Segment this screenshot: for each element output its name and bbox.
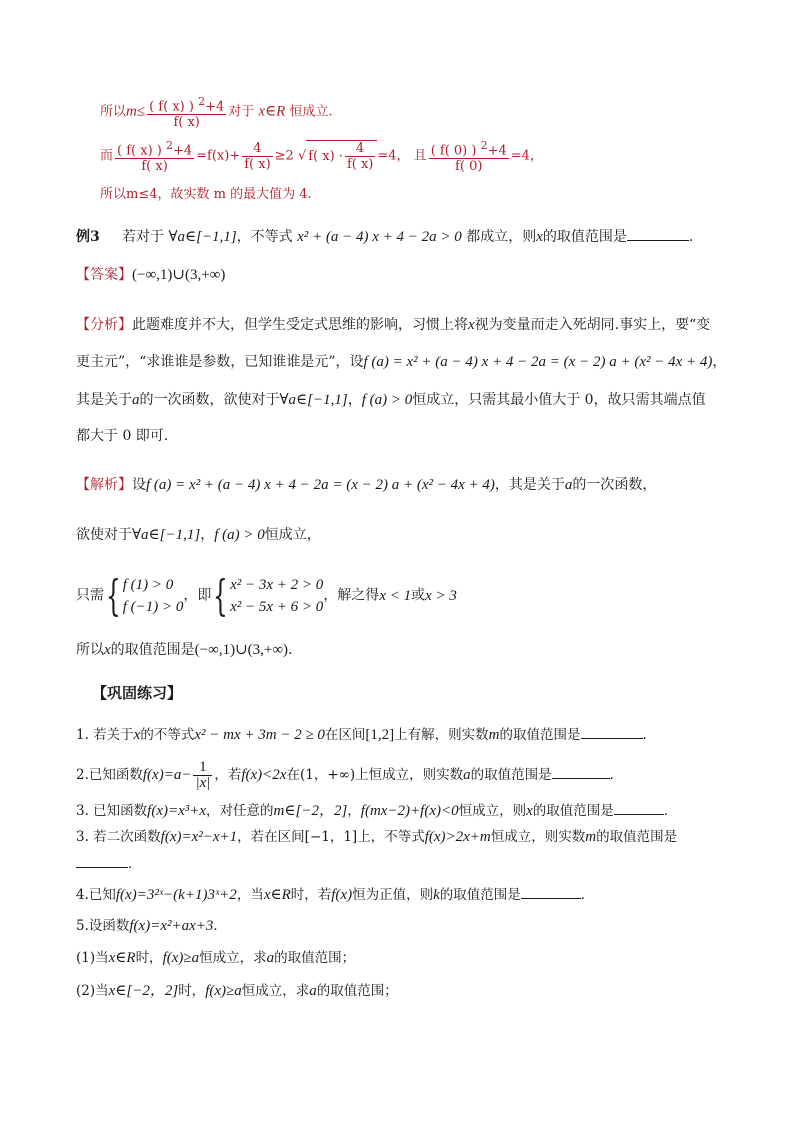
text: f (−1) > 0 (122, 599, 184, 615)
answer-blank (76, 853, 128, 868)
math: x (536, 229, 543, 245)
math: x > 3 (425, 588, 457, 604)
math: a (463, 767, 471, 783)
text: 都大于 0 即可. (76, 428, 169, 444)
math: x (526, 803, 533, 819)
math: (−∞,1)∪(3,+∞) (194, 642, 289, 658)
math: x < 1 (379, 588, 412, 604)
fraction (115, 138, 194, 174)
math: m (488, 727, 500, 743)
text: ( f( 0) ) (430, 143, 481, 159)
math: f (a) > 0 (214, 527, 265, 543)
text: 的取值范围是 (596, 829, 678, 845)
text: 恒成立，则 (458, 803, 527, 819)
text: ( f( x) ) (149, 99, 199, 115)
text: 的一次函数，欲使对于 (139, 392, 280, 408)
text: . (288, 642, 293, 658)
math: f(x)≥a (162, 950, 200, 966)
text: 在(1，+∞)上恒成立，则实数 (286, 767, 464, 783)
text: 欲使对于 (76, 527, 132, 543)
solution-line-2 (76, 526, 321, 544)
text: ． (609, 767, 624, 783)
text: (1)当 (76, 950, 109, 966)
practice-item-4-blank-line (76, 853, 142, 872)
solution-line-3 (76, 571, 457, 621)
fraction (242, 141, 272, 172)
text: 1. 若关于 (76, 727, 134, 743)
text: 4 (242, 141, 272, 157)
math: k (433, 887, 440, 903)
text: ( f( x) ) (117, 143, 166, 159)
math: ∀a∈[−1,1] (279, 392, 348, 408)
math: a (564, 477, 573, 493)
text: 的取值范围是 (470, 767, 552, 783)
text: =f(x)+ (196, 148, 241, 164)
text: 只需 (76, 587, 104, 604)
answer-blank (614, 800, 664, 815)
text: x² − 3x + 2 > 0 (230, 577, 324, 593)
practice-item-6-part-1 (76, 949, 355, 967)
text: ，当 (236, 887, 264, 903)
analysis-label: 【分析】 (76, 317, 132, 333)
text: 5.设函数 (76, 918, 130, 934)
text: 恒成立，则实数 (490, 829, 586, 845)
text: 的取值范围是 (499, 727, 581, 743)
text: ， (347, 392, 362, 408)
text: 的取值范围是 (532, 803, 614, 819)
text: 的取值范围是 (110, 642, 195, 658)
math: x (104, 642, 111, 658)
answer-line (76, 266, 225, 284)
practice-item-6-part-2 (76, 982, 398, 1000)
text: 恒成立，求 (241, 983, 310, 999)
solution-label: 【解析】 (76, 477, 132, 493)
practice-item-6 (76, 917, 227, 935)
text: 的一次函数， (572, 477, 657, 493)
text: 1 (193, 760, 212, 776)
answer-blank (552, 764, 610, 779)
text: 所以 (76, 642, 104, 658)
text: ， (347, 803, 361, 819)
text: |x| (195, 775, 211, 791)
math: f(x) (331, 887, 353, 903)
math: x² − mx + 3m − 2 ≥ 0 (194, 727, 325, 743)
math: x (133, 727, 141, 743)
text: f( x) · (308, 148, 343, 164)
math: f(x)=a− (142, 767, 192, 783)
practice-item-3 (76, 800, 677, 820)
text: 都成立，则 (466, 229, 537, 245)
left-brace: { (213, 571, 229, 621)
math: x∈R (263, 887, 291, 903)
text: 此题难度并不大，但学生受定式思维的影响，习惯上将 (132, 317, 468, 333)
analysis-line-2 (76, 353, 726, 371)
text: 的不等式 (140, 727, 195, 743)
text: 或 (411, 587, 426, 604)
math: f(x)=x²+ax+3 (129, 918, 214, 934)
example-label: 例3 (76, 229, 100, 245)
text: 2 (165, 139, 173, 152)
math: ∀a∈[−1,1] (132, 527, 201, 543)
solution-line-4 (76, 641, 292, 659)
text: f( 0) (455, 159, 483, 175)
practice-item-2 (76, 760, 623, 791)
math: x∈R (258, 103, 286, 120)
text: +4 (205, 99, 225, 115)
text: (2)当 (76, 983, 109, 999)
text: ，即 (183, 587, 212, 604)
text: 在区间 (324, 727, 366, 743)
text: 2 (198, 95, 206, 108)
text: f( x) (346, 156, 374, 172)
fraction (193, 760, 212, 791)
text: 2 (480, 139, 488, 152)
text: ． (213, 918, 227, 934)
math: a (266, 950, 275, 966)
math: f(x)<2x (241, 767, 287, 783)
text: ， (712, 354, 727, 370)
text: ， (200, 527, 215, 543)
fraction (345, 141, 375, 172)
math: x² + (a − 4) x + 4 − 2a > 0 (297, 229, 462, 245)
text: 其是关于 (76, 392, 132, 408)
math: m≤ (126, 103, 146, 120)
math: m∈[−2，2] (273, 803, 348, 819)
text: 3. 若二次函数 (76, 829, 161, 845)
math: a (309, 983, 317, 999)
text: 而 (100, 148, 114, 164)
text: 4 (345, 141, 375, 157)
top-solution-line-2: 而 $\frac{( f( x) ) ^2+4}{f( x)}$ =f(x)+ $\frac{4}{f( x)}$ ≥2 √ f( x) · $\frac{4}{f( x)}$ =4， 且 $\frac{( f( 0) ) ^2+4}{f( 0)}$ =4， (100, 139, 543, 175)
text: 的取值范围； (274, 950, 356, 966)
text: ，若 (214, 767, 242, 783)
text: f( x) (244, 156, 271, 172)
text: x² − 5x + 6 > 0 (230, 599, 324, 615)
text: 所以 (100, 104, 127, 120)
text: +4 (487, 143, 507, 159)
text: 时， (135, 950, 163, 966)
math: f(x)=x²−x+1 (160, 829, 238, 845)
text: ． (580, 887, 595, 903)
solution-line-1 (76, 476, 656, 494)
text: ，其是关于 (494, 477, 565, 493)
text: =4， (510, 148, 543, 164)
text: 对于 (228, 104, 255, 120)
math: x∈R (108, 950, 136, 966)
text: 更主元”，“求谁谁是参数，已知谁谁是元”，设 (76, 354, 364, 370)
system-2 (230, 574, 323, 618)
fraction (147, 94, 226, 130)
text: ． (663, 803, 678, 819)
text: 恒为正值，则 (352, 887, 434, 903)
text: 所以m≤4，故实数 m 的最大值为 4. (100, 187, 312, 202)
text: f( x) (141, 159, 168, 175)
practice-item-4 (76, 828, 677, 846)
math: f (a) > 0 (361, 392, 413, 408)
answer-value: (−∞,1)∪(3,+∞) (132, 267, 226, 283)
math: f (a) = x² + (a − 4) x + 4 − 2a = (x − 2) a + (x² − 4x + 4) (146, 477, 495, 493)
math: m (585, 829, 597, 845)
text: 的取值范围； (316, 983, 398, 999)
math: f(x)≥a (205, 983, 242, 999)
math: f(x)>2x+m (424, 829, 491, 845)
text: 且 (413, 148, 427, 164)
text: 恒成立， (264, 527, 321, 543)
text: 时，若 (290, 887, 332, 903)
text: ，若在区间[−1，1]上，不等式 (237, 829, 425, 845)
math: ∀a∈[−1,1] (168, 229, 237, 245)
left-brace: { (106, 571, 121, 621)
fraction (429, 138, 509, 174)
system-1 (123, 574, 184, 618)
text: 4.已知 (76, 887, 116, 903)
math: f(x)=x³+x (147, 803, 207, 819)
text: 的取值范围是 (542, 229, 627, 245)
answer-blank (521, 884, 581, 899)
text: f (1) > 0 (122, 577, 174, 593)
text: 若对于 (122, 229, 165, 245)
text: 3. 已知函数 (76, 803, 148, 819)
practice-item-1 (76, 724, 647, 744)
text: 设 (132, 477, 146, 493)
math: a (132, 392, 140, 408)
text: ，不等式 (236, 229, 293, 245)
text: +4 (172, 143, 193, 159)
answer-blank (581, 724, 643, 739)
math: x∈[−2，2] (108, 983, 179, 999)
math: [1,2] (365, 727, 395, 743)
top-solution-line-3 (100, 187, 312, 203)
answer-label: 【答案】 (76, 267, 132, 283)
practice-heading: 【巩固练习】 (92, 684, 183, 702)
answer-blank (627, 226, 689, 241)
text: 的取值范围是 (439, 887, 521, 903)
text: . (642, 727, 647, 743)
example-3-question (76, 226, 693, 246)
top-solution-line-1 (100, 94, 333, 130)
text: ． (128, 856, 142, 872)
math: f (a) = x² + (a − 4) x + 4 − 2a = (x − 2) a + (x² − 4x + 4) (363, 354, 713, 370)
text: f( x) (173, 115, 200, 131)
text: 恒成立，求 (199, 950, 267, 966)
math: f(x)=3²ˣ−(k+1)3ˣ+2 (115, 887, 237, 903)
analysis-line-1 (76, 316, 710, 334)
analysis-line-3 (76, 391, 706, 409)
text: 2.已知函数 (76, 767, 143, 783)
text: 视为变量而走入死胡同.事实上，要“变 (474, 317, 711, 333)
math: x (468, 317, 475, 333)
practice-item-5 (76, 884, 594, 904)
text: =4， (377, 148, 410, 164)
text: 上有解，则实数 (394, 727, 489, 743)
text: ，解之得 (323, 587, 380, 604)
text: 恒成立，只需其最小值大于 0，故只需其端点值 (412, 392, 706, 408)
text: ，对任意的 (206, 803, 274, 819)
math: f(mx−2)+f(x)<0 (360, 803, 459, 819)
text: ≥2 (274, 148, 294, 164)
analysis-line-4 (76, 428, 168, 445)
text: 时， (178, 983, 206, 999)
text: 恒成立. (289, 104, 333, 120)
sqrt (306, 140, 377, 172)
text: . (688, 229, 694, 245)
